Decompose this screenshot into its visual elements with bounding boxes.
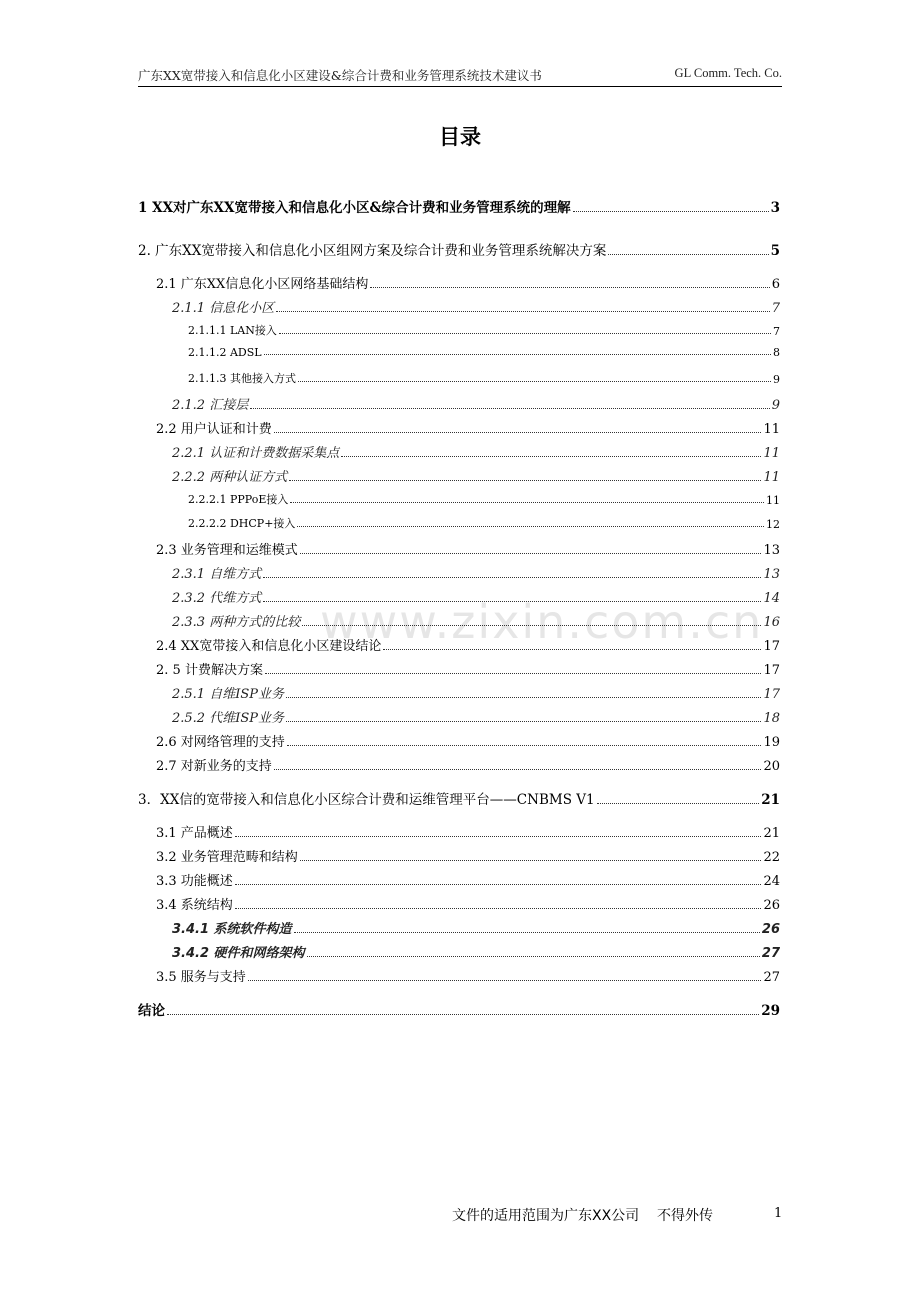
- toc-entry[interactable]: 2.7 对新业务的支持 20: [156, 759, 780, 774]
- toc-entry[interactable]: 2.2.2 两种认证方式 11: [172, 470, 780, 485]
- toc-entry[interactable]: 2.1.2 汇接层 9: [172, 398, 780, 413]
- toc-entry[interactable]: 2.4 XX宽带接入和信息化小区建设结论 17: [156, 639, 780, 654]
- toc-entry[interactable]: 2. 5 计费解决方案 17: [156, 663, 780, 678]
- toc-entry[interactable]: 3.1 产品概述 21: [156, 826, 780, 841]
- toc-entry[interactable]: 2.3.2 代维方式 14: [172, 591, 780, 606]
- toc-entry[interactable]: 2.1.1.1 LAN接入 7: [188, 324, 780, 338]
- toc-entry[interactable]: 2.3.3 两种方式的比较 16: [172, 615, 780, 630]
- table-of-contents: [138, 0, 783, 1302]
- toc-entry[interactable]: 2.2.1 认证和计费数据采集点 11: [172, 446, 780, 461]
- toc-entry[interactable]: 2.1.1.3 其他接入方式 9: [188, 372, 780, 386]
- toc-entry[interactable]: 3.5 服务与支持 27: [156, 970, 780, 985]
- toc-entry[interactable]: 1 XX对广东XX宽带接入和信息化小区&综合计费和业务管理系统的理解 3: [138, 200, 780, 216]
- toc-entry[interactable]: 2.6 对网络管理的支持 19: [156, 735, 780, 750]
- toc-entry[interactable]: 2.3.1 自维方式 13: [172, 567, 780, 582]
- toc-entry[interactable]: 3.4 系统结构 26: [156, 898, 780, 913]
- toc-entry[interactable]: 2.1.1.2 ADSL 8: [188, 346, 780, 359]
- toc-entry[interactable]: 2.3 业务管理和运维模式 13: [156, 543, 780, 558]
- toc-entry[interactable]: 2.1.1 信息化小区 7: [172, 301, 780, 316]
- toc-entry[interactable]: 3．XX信的宽带接入和信息化小区综合计费和运维管理平台——CNBMS V1 21: [138, 792, 780, 808]
- toc-entry[interactable]: 2.1 广东XX信息化小区网络基础结构 6: [156, 277, 780, 292]
- toc-entry[interactable]: 2.5.2 代维ISP业务 18: [172, 711, 780, 726]
- toc-entry[interactable]: 2.2.2.2 DHCP+接入 12: [188, 517, 780, 531]
- toc-entry[interactable]: 2.2.2.1 PPPoE接入 11: [188, 493, 780, 507]
- page-title: 目录: [439, 125, 481, 149]
- toc-entry[interactable]: 2.5.1 自维ISP业务 17: [172, 687, 780, 702]
- watermark: www.zixin.com.cn: [320, 595, 764, 649]
- toc-entry[interactable]: 2. 广东XX宽带接入和信息化小区组网方案及综合计费和业务管理系统解决方案 5: [138, 243, 780, 259]
- toc-entry[interactable]: 3.2 业务管理范畴和结构 22: [156, 850, 780, 865]
- toc-entry[interactable]: 3.4.1 系统软件构造 26: [172, 922, 780, 937]
- toc-entry[interactable]: 结论 29: [138, 1003, 780, 1019]
- footer-notice: 文件的适用范围为广东XX公司 不得外传: [452, 1208, 713, 1224]
- toc-entry[interactable]: 3.4.2 硬件和网络架构 27: [172, 946, 780, 961]
- toc-entry[interactable]: 3.3 功能概述 24: [156, 874, 780, 889]
- page-number: 1: [774, 1206, 783, 1221]
- toc-entry[interactable]: 2.2 用户认证和计费 11: [156, 422, 780, 437]
- header-document-title: 广东XX宽带接入和信息化小区建设&综合计费和业务管理系统技术建议书: [138, 68, 542, 83]
- header-company-name: GL Comm. Tech. Co.: [674, 66, 782, 80]
